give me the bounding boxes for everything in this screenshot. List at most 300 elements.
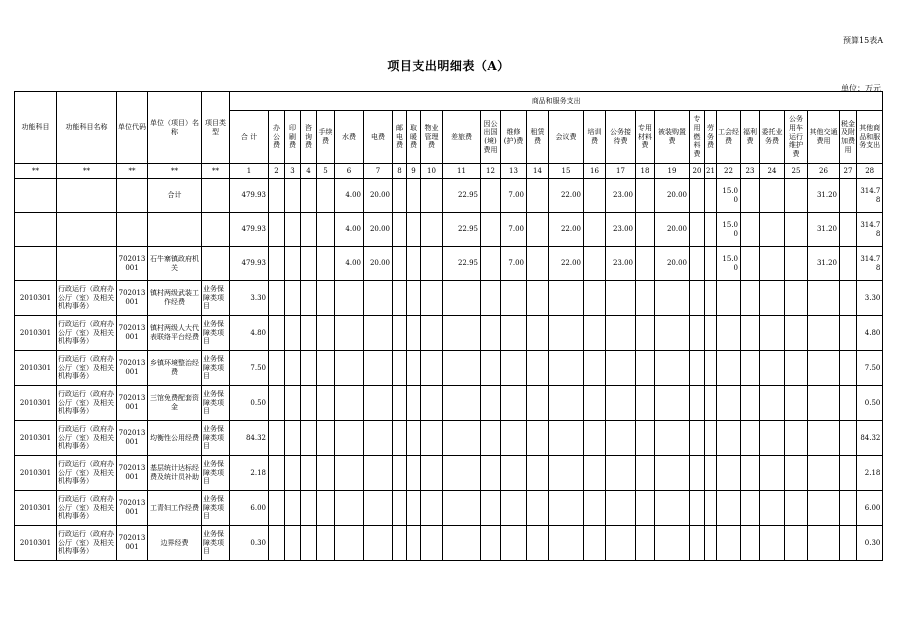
table-cell (407, 386, 421, 421)
unit-code-cell: 702013001 (117, 491, 148, 526)
unit-code-cell: 702013001 (117, 386, 148, 421)
index-star: ** (202, 164, 230, 179)
table-cell (527, 316, 549, 351)
col-header-uniform: 被装购置费 (655, 111, 690, 164)
table-cell (285, 456, 301, 491)
table-cell (690, 351, 705, 386)
table-cell (705, 456, 717, 491)
col-number: 12 (481, 164, 501, 179)
transport-cell: 31.20 (808, 247, 840, 281)
table-cell (407, 213, 421, 247)
col-header-heating: 取暖费 (407, 111, 421, 164)
col-header-electric: 电费 (364, 111, 393, 164)
table-cell (443, 491, 481, 526)
table-cell (760, 351, 785, 386)
col-header-vehicle: 公务用车运行维护费 (785, 111, 808, 164)
project-type-cell: 业务保障类项目 (202, 456, 230, 491)
table-cell (808, 491, 840, 526)
other-cell: 314.78 (857, 247, 883, 281)
other-cell: 0.50 (857, 386, 883, 421)
project-name-cell: 基层统计达标经费及统计员补助 (148, 456, 202, 491)
table-cell (301, 491, 317, 526)
table-cell (705, 386, 717, 421)
table-cell (717, 351, 741, 386)
table-cell (317, 247, 335, 281)
col-header-water: 水费 (335, 111, 364, 164)
col-number: 22 (717, 164, 741, 179)
table-cell (527, 179, 549, 213)
table-cell (364, 456, 393, 491)
table-cell (549, 421, 584, 456)
table-cell (741, 281, 760, 316)
table-cell (606, 316, 636, 351)
table-cell (57, 247, 117, 281)
table-cell (785, 526, 808, 561)
col-header-training: 培训费 (584, 111, 606, 164)
project-type-cell: 业务保障类项目 (202, 316, 230, 351)
table-cell (717, 316, 741, 351)
table-cell (393, 386, 407, 421)
table-cell (393, 351, 407, 386)
col-header-consulting: 咨询费 (301, 111, 317, 164)
table-cell (636, 386, 655, 421)
table-cell (636, 247, 655, 281)
table-cell (301, 213, 317, 247)
table-cell (741, 247, 760, 281)
table-cell (269, 456, 285, 491)
other-cell: 314.78 (857, 179, 883, 213)
col-header-welfare: 福利费 (741, 111, 760, 164)
table-cell (481, 386, 501, 421)
table-cell (301, 386, 317, 421)
electric-cell: 20.00 (364, 247, 393, 281)
unit-code-cell: 702013001 (117, 351, 148, 386)
table-cell (421, 526, 443, 561)
project-type-cell: 业务保障类项目 (202, 351, 230, 386)
col-header-reception: 公务接待费 (606, 111, 636, 164)
table-cell (690, 386, 705, 421)
table-cell (840, 456, 857, 491)
table-cell (741, 213, 760, 247)
subject-cell: 2010301 (15, 386, 57, 421)
table-cell (584, 213, 606, 247)
table-cell (301, 179, 317, 213)
table-cell (760, 491, 785, 526)
unit-name-cell: 合计 (148, 179, 202, 213)
total-cell: 84.32 (230, 421, 269, 456)
table-cell (717, 456, 741, 491)
table-cell (421, 247, 443, 281)
subject-cell: 2010301 (15, 526, 57, 561)
table-cell (840, 526, 857, 561)
table-cell (317, 281, 335, 316)
table-cell (655, 526, 690, 561)
col-number: 18 (636, 164, 655, 179)
col-number: 19 (655, 164, 690, 179)
table-cell (501, 456, 527, 491)
table-cell (407, 526, 421, 561)
table-cell (421, 421, 443, 456)
table-cell (840, 247, 857, 281)
table-cell (760, 456, 785, 491)
col-header-other: 其他商品和服务支出 (857, 111, 883, 164)
table-cell (840, 491, 857, 526)
table-cell (584, 491, 606, 526)
other-cell: 84.32 (857, 421, 883, 456)
table-row (15, 316, 883, 351)
water-cell: 4.00 (335, 213, 364, 247)
col-number: 23 (741, 164, 760, 179)
other-cell: 3.30 (857, 281, 883, 316)
table-cell (785, 247, 808, 281)
table-cell (549, 386, 584, 421)
table-cell (690, 456, 705, 491)
repair-cell: 7.00 (501, 213, 527, 247)
total-cell: 479.93 (230, 247, 269, 281)
col-number: 17 (606, 164, 636, 179)
col-header-printing: 印刷费 (285, 111, 301, 164)
table-cell (285, 421, 301, 456)
table-cell (15, 247, 57, 281)
table-cell (527, 213, 549, 247)
table-cell (584, 281, 606, 316)
table-cell (393, 456, 407, 491)
table-cell (584, 386, 606, 421)
table-cell (421, 386, 443, 421)
table-row (15, 281, 883, 316)
table-cell (840, 351, 857, 386)
table-cell (760, 247, 785, 281)
table-cell (785, 281, 808, 316)
union-cell: 15.00 (717, 213, 741, 247)
table-cell (690, 213, 705, 247)
project-name-cell: 工青妇工作经费 (148, 491, 202, 526)
table-cell (655, 316, 690, 351)
table-cell (808, 421, 840, 456)
uniform-cell: 20.00 (655, 247, 690, 281)
table-cell (335, 281, 364, 316)
col-number: 25 (785, 164, 808, 179)
table-cell (269, 213, 285, 247)
table-row (15, 247, 883, 281)
table-cell (481, 421, 501, 456)
reception-cell: 23.00 (606, 247, 636, 281)
col-number: 8 (393, 164, 407, 179)
table-cell (584, 179, 606, 213)
table-cell (785, 386, 808, 421)
table-row (15, 213, 883, 247)
project-name-cell: 三馆免费配套资金 (148, 386, 202, 421)
table-cell (741, 421, 760, 456)
travel-cell: 22.95 (443, 247, 481, 281)
table-cell (527, 526, 549, 561)
table-cell (741, 179, 760, 213)
table-cell (317, 491, 335, 526)
table-cell (655, 351, 690, 386)
other-cell: 4.80 (857, 316, 883, 351)
project-type-cell: 业务保障类项目 (202, 421, 230, 456)
table-cell (760, 179, 785, 213)
table-cell (317, 386, 335, 421)
table-cell (606, 491, 636, 526)
table-cell (364, 491, 393, 526)
subject-name-cell: 行政运行（政府办公厅（室）及相关机构事务） (57, 491, 117, 526)
col-header-travel: 差旅费 (443, 111, 481, 164)
table-cell (705, 281, 717, 316)
table-cell (269, 386, 285, 421)
project-name-cell: 均衡性公用经费 (148, 421, 202, 456)
other-cell: 6.00 (857, 491, 883, 526)
table-cell (443, 281, 481, 316)
table-cell (655, 421, 690, 456)
table-cell (317, 213, 335, 247)
table-cell (760, 213, 785, 247)
table-cell (481, 316, 501, 351)
table-cell (335, 351, 364, 386)
other-cell: 0.30 (857, 526, 883, 561)
table-cell (421, 281, 443, 316)
table-cell (584, 316, 606, 351)
table-cell (655, 386, 690, 421)
unit-name-cell (148, 213, 202, 247)
table-cell (840, 316, 857, 351)
table-cell (269, 281, 285, 316)
col-number: 24 (760, 164, 785, 179)
travel-cell: 22.95 (443, 213, 481, 247)
unit-code-cell: 702013001 (117, 247, 148, 281)
col-number: 2 (269, 164, 285, 179)
table-cell (364, 526, 393, 561)
total-cell: 4.80 (230, 316, 269, 351)
page-title: 项目支出明细表（A） (387, 59, 510, 73)
col-number: 6 (335, 164, 364, 179)
table-cell (421, 179, 443, 213)
table-cell (202, 247, 230, 281)
table-cell (705, 247, 717, 281)
table-cell (636, 281, 655, 316)
table-cell (705, 526, 717, 561)
table-cell (705, 213, 717, 247)
union-cell: 15.00 (717, 247, 741, 281)
col-header-subject-name: 功能科目名称 (57, 92, 117, 164)
subject-name-cell: 行政运行（政府办公厅（室）及相关机构事务） (57, 526, 117, 561)
table-cell (705, 179, 717, 213)
table-cell (421, 213, 443, 247)
table-cell (636, 351, 655, 386)
table-cell (301, 247, 317, 281)
table-cell (584, 456, 606, 491)
table-cell (335, 386, 364, 421)
table-row (15, 526, 883, 561)
table-cell (549, 491, 584, 526)
table-cell (407, 421, 421, 456)
index-star: ** (148, 164, 202, 179)
project-name-cell: 镇村两级人大代表联络平台经费 (148, 316, 202, 351)
total-cell: 479.93 (230, 213, 269, 247)
col-header-union: 工会经费 (717, 111, 741, 164)
table-cell (527, 351, 549, 386)
table-cell (301, 421, 317, 456)
table-cell (840, 421, 857, 456)
col-header-meeting: 会议费 (549, 111, 584, 164)
table-cell (393, 316, 407, 351)
table-cell (301, 351, 317, 386)
table-cell (443, 316, 481, 351)
table-cell (717, 421, 741, 456)
col-number: 26 (808, 164, 840, 179)
table-cell (317, 316, 335, 351)
table-cell (636, 526, 655, 561)
table-cell (202, 179, 230, 213)
table-cell (317, 179, 335, 213)
transport-cell: 31.20 (808, 213, 840, 247)
table-cell (481, 213, 501, 247)
subject-cell: 2010301 (15, 491, 57, 526)
subject-name-cell: 行政运行（政府办公厅（室）及相关机构事务） (57, 351, 117, 386)
table-cell (741, 491, 760, 526)
table-cell (57, 213, 117, 247)
table-cell (606, 351, 636, 386)
unit-code-cell: 702013001 (117, 281, 148, 316)
table-row (15, 351, 883, 386)
table-cell (269, 491, 285, 526)
table-cell (317, 526, 335, 561)
col-header-fees: 手续费 (317, 111, 335, 164)
col-header-labor: 劳务费 (705, 111, 717, 164)
table-cell (335, 421, 364, 456)
table-cell (690, 281, 705, 316)
table-cell (501, 421, 527, 456)
table-cell (549, 456, 584, 491)
subject-name-cell: 行政运行（政府办公厅（室）及相关机构事务） (57, 421, 117, 456)
table-cell (285, 179, 301, 213)
table-cell (741, 386, 760, 421)
table-cell (690, 491, 705, 526)
subject-name-cell: 行政运行（政府办公厅（室）及相关机构事务） (57, 316, 117, 351)
table-cell (57, 179, 117, 213)
table-cell (636, 491, 655, 526)
total-cell: 2.18 (230, 456, 269, 491)
table-cell (269, 247, 285, 281)
table-cell (285, 247, 301, 281)
table-cell (407, 351, 421, 386)
col-header-postal: 邮电费 (393, 111, 407, 164)
table-cell (407, 281, 421, 316)
col-header-fuel: 专用燃料费 (690, 111, 705, 164)
total-cell: 3.30 (230, 281, 269, 316)
table-cell (808, 316, 840, 351)
col-number: 7 (364, 164, 393, 179)
col-number: 27 (840, 164, 857, 179)
table-cell (285, 491, 301, 526)
table-cell (407, 179, 421, 213)
col-number: 28 (857, 164, 883, 179)
table-cell (760, 526, 785, 561)
table-cell (527, 281, 549, 316)
col-header-repair: 维修(护)费 (501, 111, 527, 164)
table-cell (785, 491, 808, 526)
col-header-materials: 专用材料费 (636, 111, 655, 164)
table-cell (760, 421, 785, 456)
table-row (15, 421, 883, 456)
col-header-abroad: 因公出国(境)费用 (481, 111, 501, 164)
table-cell (785, 456, 808, 491)
unit-code-cell: 702013001 (117, 456, 148, 491)
col-header-project-type: 项目类型 (202, 92, 230, 164)
table-cell (549, 281, 584, 316)
col-number: 14 (527, 164, 549, 179)
table-cell (364, 316, 393, 351)
col-number: 16 (584, 164, 606, 179)
table-row (15, 386, 883, 421)
table-cell (705, 351, 717, 386)
table-cell (364, 421, 393, 456)
table-cell (407, 316, 421, 351)
table-cell (741, 456, 760, 491)
table-cell (705, 316, 717, 351)
project-type-cell: 业务保障类项目 (202, 526, 230, 561)
table-cell (285, 316, 301, 351)
unit-code-cell (117, 179, 148, 213)
table-cell (443, 456, 481, 491)
table-cell (741, 351, 760, 386)
table-cell (606, 421, 636, 456)
col-header-transport: 其他交通费用 (808, 111, 840, 164)
table-cell (705, 491, 717, 526)
water-cell: 4.00 (335, 179, 364, 213)
table-cell (364, 351, 393, 386)
table-cell (636, 421, 655, 456)
subject-name-cell: 行政运行（政府办公厅（室）及相关机构事务） (57, 386, 117, 421)
table-cell (606, 281, 636, 316)
table-cell (481, 351, 501, 386)
table-cell (785, 179, 808, 213)
table-cell (690, 316, 705, 351)
col-number: 4 (301, 164, 317, 179)
table-cell (527, 456, 549, 491)
table-cell (15, 213, 57, 247)
table-cell (301, 456, 317, 491)
table-row (15, 179, 883, 213)
total-cell: 6.00 (230, 491, 269, 526)
table-cell (335, 526, 364, 561)
table-cell (785, 213, 808, 247)
table-cell (443, 386, 481, 421)
table-cell (15, 179, 57, 213)
table-cell (584, 526, 606, 561)
col-header-total: 合 计 (230, 111, 269, 164)
col-number: 5 (317, 164, 335, 179)
col-number: 9 (407, 164, 421, 179)
unit-code-cell: 702013001 (117, 316, 148, 351)
table-cell (269, 351, 285, 386)
table-cell (549, 351, 584, 386)
uniform-cell: 20.00 (655, 179, 690, 213)
table-cell (840, 179, 857, 213)
electric-cell: 20.00 (364, 213, 393, 247)
uniform-cell: 20.00 (655, 213, 690, 247)
col-header-unit-name: 单位（项目）名称 (148, 92, 202, 164)
table-cell (269, 421, 285, 456)
subject-name-cell: 行政运行（政府办公厅（室）及相关机构事务） (57, 456, 117, 491)
table-row (15, 456, 883, 491)
table-cell (501, 281, 527, 316)
col-header-tax: 税金及附加费用 (840, 111, 857, 164)
table-cell (636, 316, 655, 351)
subject-cell: 2010301 (15, 316, 57, 351)
table-cell (501, 316, 527, 351)
table-cell (335, 456, 364, 491)
